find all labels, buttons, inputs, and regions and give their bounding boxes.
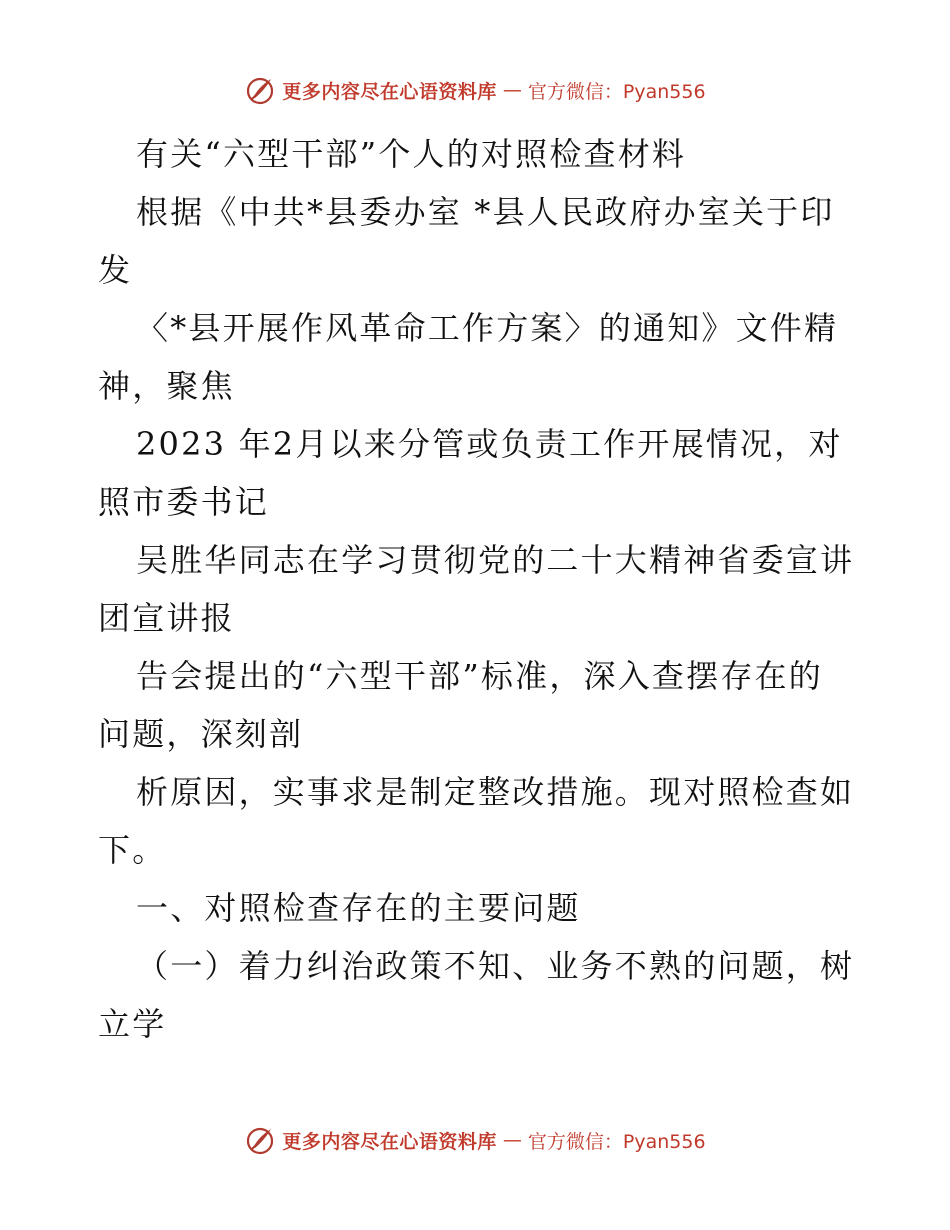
paragraph-line: 神，聚焦 (98, 367, 235, 405)
section-heading: 一、对照检查存在的主要问题 (136, 889, 581, 927)
paragraph-line: 2023 年2月以来分管或负责工作开展情况，对 (136, 425, 843, 463)
paragraph-line: 下。 (98, 831, 167, 869)
paragraph-line: 发 (98, 251, 133, 289)
feather-pen-logo-icon (244, 1124, 276, 1156)
subsection-heading: （一）着力纠治政策不知、业务不熟的问题，树 (136, 947, 855, 985)
paragraph-line: 吴胜华同志在学习贯彻党的二十大精神省委宣讲 (136, 541, 855, 579)
watermark-title: 更多内容尽在心语资料库 (282, 80, 497, 103)
footer-watermark (0, 1124, 950, 1156)
paragraph-line: 根据《中共*县委办室 *县人民政府办室关于印 (136, 193, 835, 231)
paragraph-line: 析原因，实事求是制定整改措施。现对照检查如 (136, 773, 855, 811)
feather-pen-logo-icon (244, 74, 276, 106)
document-title: 有关“六型干部”个人的对照检查材料 (136, 135, 687, 173)
header-watermark (0, 74, 950, 106)
watermark-title: 更多内容尽在心语资料库 (282, 1130, 497, 1153)
paragraph-line: 〈*县开展作风革命工作方案〉的通知》文件精 (136, 309, 839, 347)
paragraph-line: 告会提出的“六型干部”标准，深入查摆存在的 (136, 657, 823, 695)
paragraph-line: 团宣讲报 (98, 599, 235, 637)
watermark-wechat: 官方微信：Pyan556 (527, 80, 706, 103)
document-body (98, 125, 858, 1053)
watermark-separator: — (502, 79, 522, 101)
paragraph-line: 问题，深刻剖 (98, 715, 304, 753)
watermark-wechat: 官方微信：Pyan556 (527, 1130, 706, 1153)
watermark-separator: — (502, 1129, 522, 1151)
paragraph-line: 立学 (98, 1005, 167, 1043)
paragraph-line: 照市委书记 (98, 483, 270, 521)
